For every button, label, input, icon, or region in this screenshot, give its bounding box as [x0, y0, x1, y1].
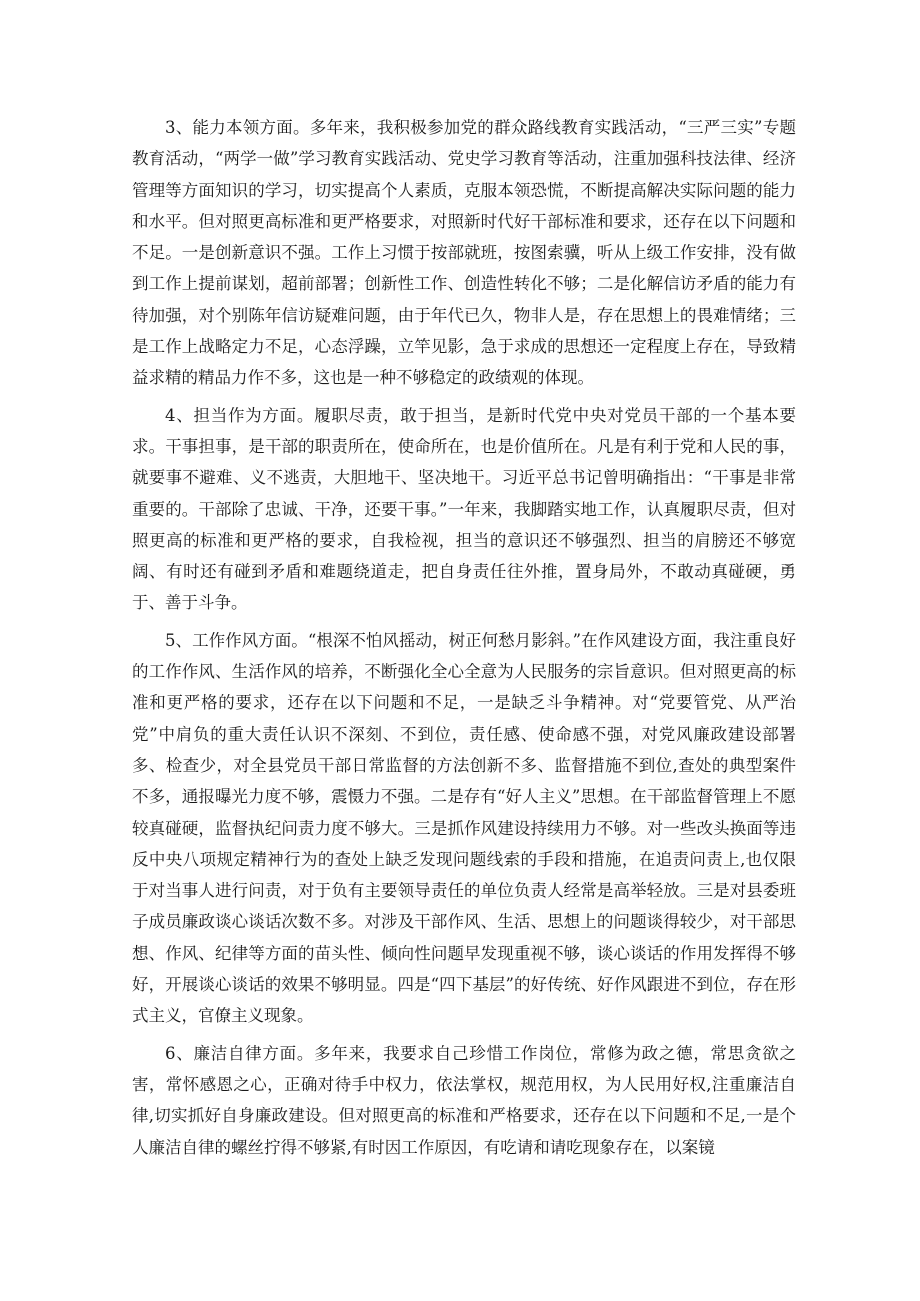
document-body: [132, 112, 796, 1169]
paragraph-integrity: 6、廉洁自律方面。多年来，我要求自己珍惜工作岗位，常修为政之德，常思贪欲之害，常怀感恩之心，正确对待手中权力，依法掌权，规范用权，为人民用好权,注重廉洁自律,切实抓好自身廉政建设。但对照更高的标准和严格要求，还存在以下问题和不足,一是个人廉洁自律的螺丝拧得不够紧,有时因工作原因，有吃请和请吃现象存在，以案镜: [132, 1043, 796, 1157]
paragraph-responsibility: 4、担当作为方面。履职尽责，敢于担当，是新时代党中央对党员干部的一个基本要求。干事担事，是干部的职责所在，使命所在，也是价值所在。凡是有利于党和人民的事，就要事不避难、义不逃责，大胆地干、坚决地干。习近平总书记曾明确指出：“干事是非常重要的。干部除了忠诚、干净，还要干事。”一年来，我脚踏实地工作，认真履职尽责，但对照更高的标准和更严格的要求，自我检视，担当的意识还不够强烈、担当的肩膀还不够宽阔、有时还有碰到矛盾和难题绕道走，把自身责任往外推，置身局外，不敢动真碰硬，勇于、善于斗争。: [132, 405, 796, 613]
paragraph-work-style: 5、工作作风方面。“根深不怕风摇动，树正何愁月影斜。”在作风建设方面，我注重良好的工作作风、生活作风的培养，不断强化全心全意为人民服务的宗旨意识。但对照更高的标准和更严格的要求，还存在以下问题和不足，一是缺乏斗争精神。对“党要管党、从严治党”中肩负的重大责任认识不深刻、不到位，责任感、使命感不强，对党风廉政建设部署多、检查少，对全县党员干部日常监督的方法创新不多、监督措施不到位,查处的典型案件不多，通报曝光力度不够，震慑力不强。二是存有“好人主义”思想。在干部监督管理上不愿较真碰硬，监督执纪问责力度不够大。三是抓作风建设持续用力不够。对一些改头换面等违反中央八项规定精神行为的查处上缺乏发现问题线索的手段和措施，在追责问责上,也仅限于对当事人进行问责，对于负有主要领导责任的单位负责人经常是高举轻放。三是对县委班子成员廉政谈心谈话次数不多。对涉及干部作风、生活、思想上的问题谈得较少，对干部思想、作风、纪律等方面的苗头性、倾向性问题早发现重视不够，谈心谈话的作用发挥得不够好，开展谈心谈话的效果不够明显。四是“四下基层”的好传统、好作风跟进不到位，存在形式主义，官僚主义现象。: [132, 630, 796, 1026]
paragraph-ability: 3、能力本领方面。多年来，我积极参加党的群众路线教育实践活动，“三严三实”专题教育活动，“两学一做”学习教育实践活动、党史学习教育等活动，注重加强科技法律、经济管理等方面知识的学习，切实提高个人素质，克服本领恐慌，不断提高解决实际问题的能力和水平。但对照更高标准和更严格要求，对照新时代好干部标准和要求，还存在以下问题和不足。一是创新意识不强。工作上习惯于按部就班，按图索骥，听从上级工作安排，没有做到工作上提前谋划，超前部署；创新性工作、创造性转化不够；二是化解信访矛盾的能力有待加强，对个别陈年信访疑难问题，由于年代已久，物非人是，存在思想上的畏难情绪；三是工作上战略定力不足，心态浮躁，立竿见影，急于求成的思想还一定程度上存在，导致精益求精的精品力作不多，这也是一种不够稳定的政绩观的体现。: [132, 118, 796, 388]
